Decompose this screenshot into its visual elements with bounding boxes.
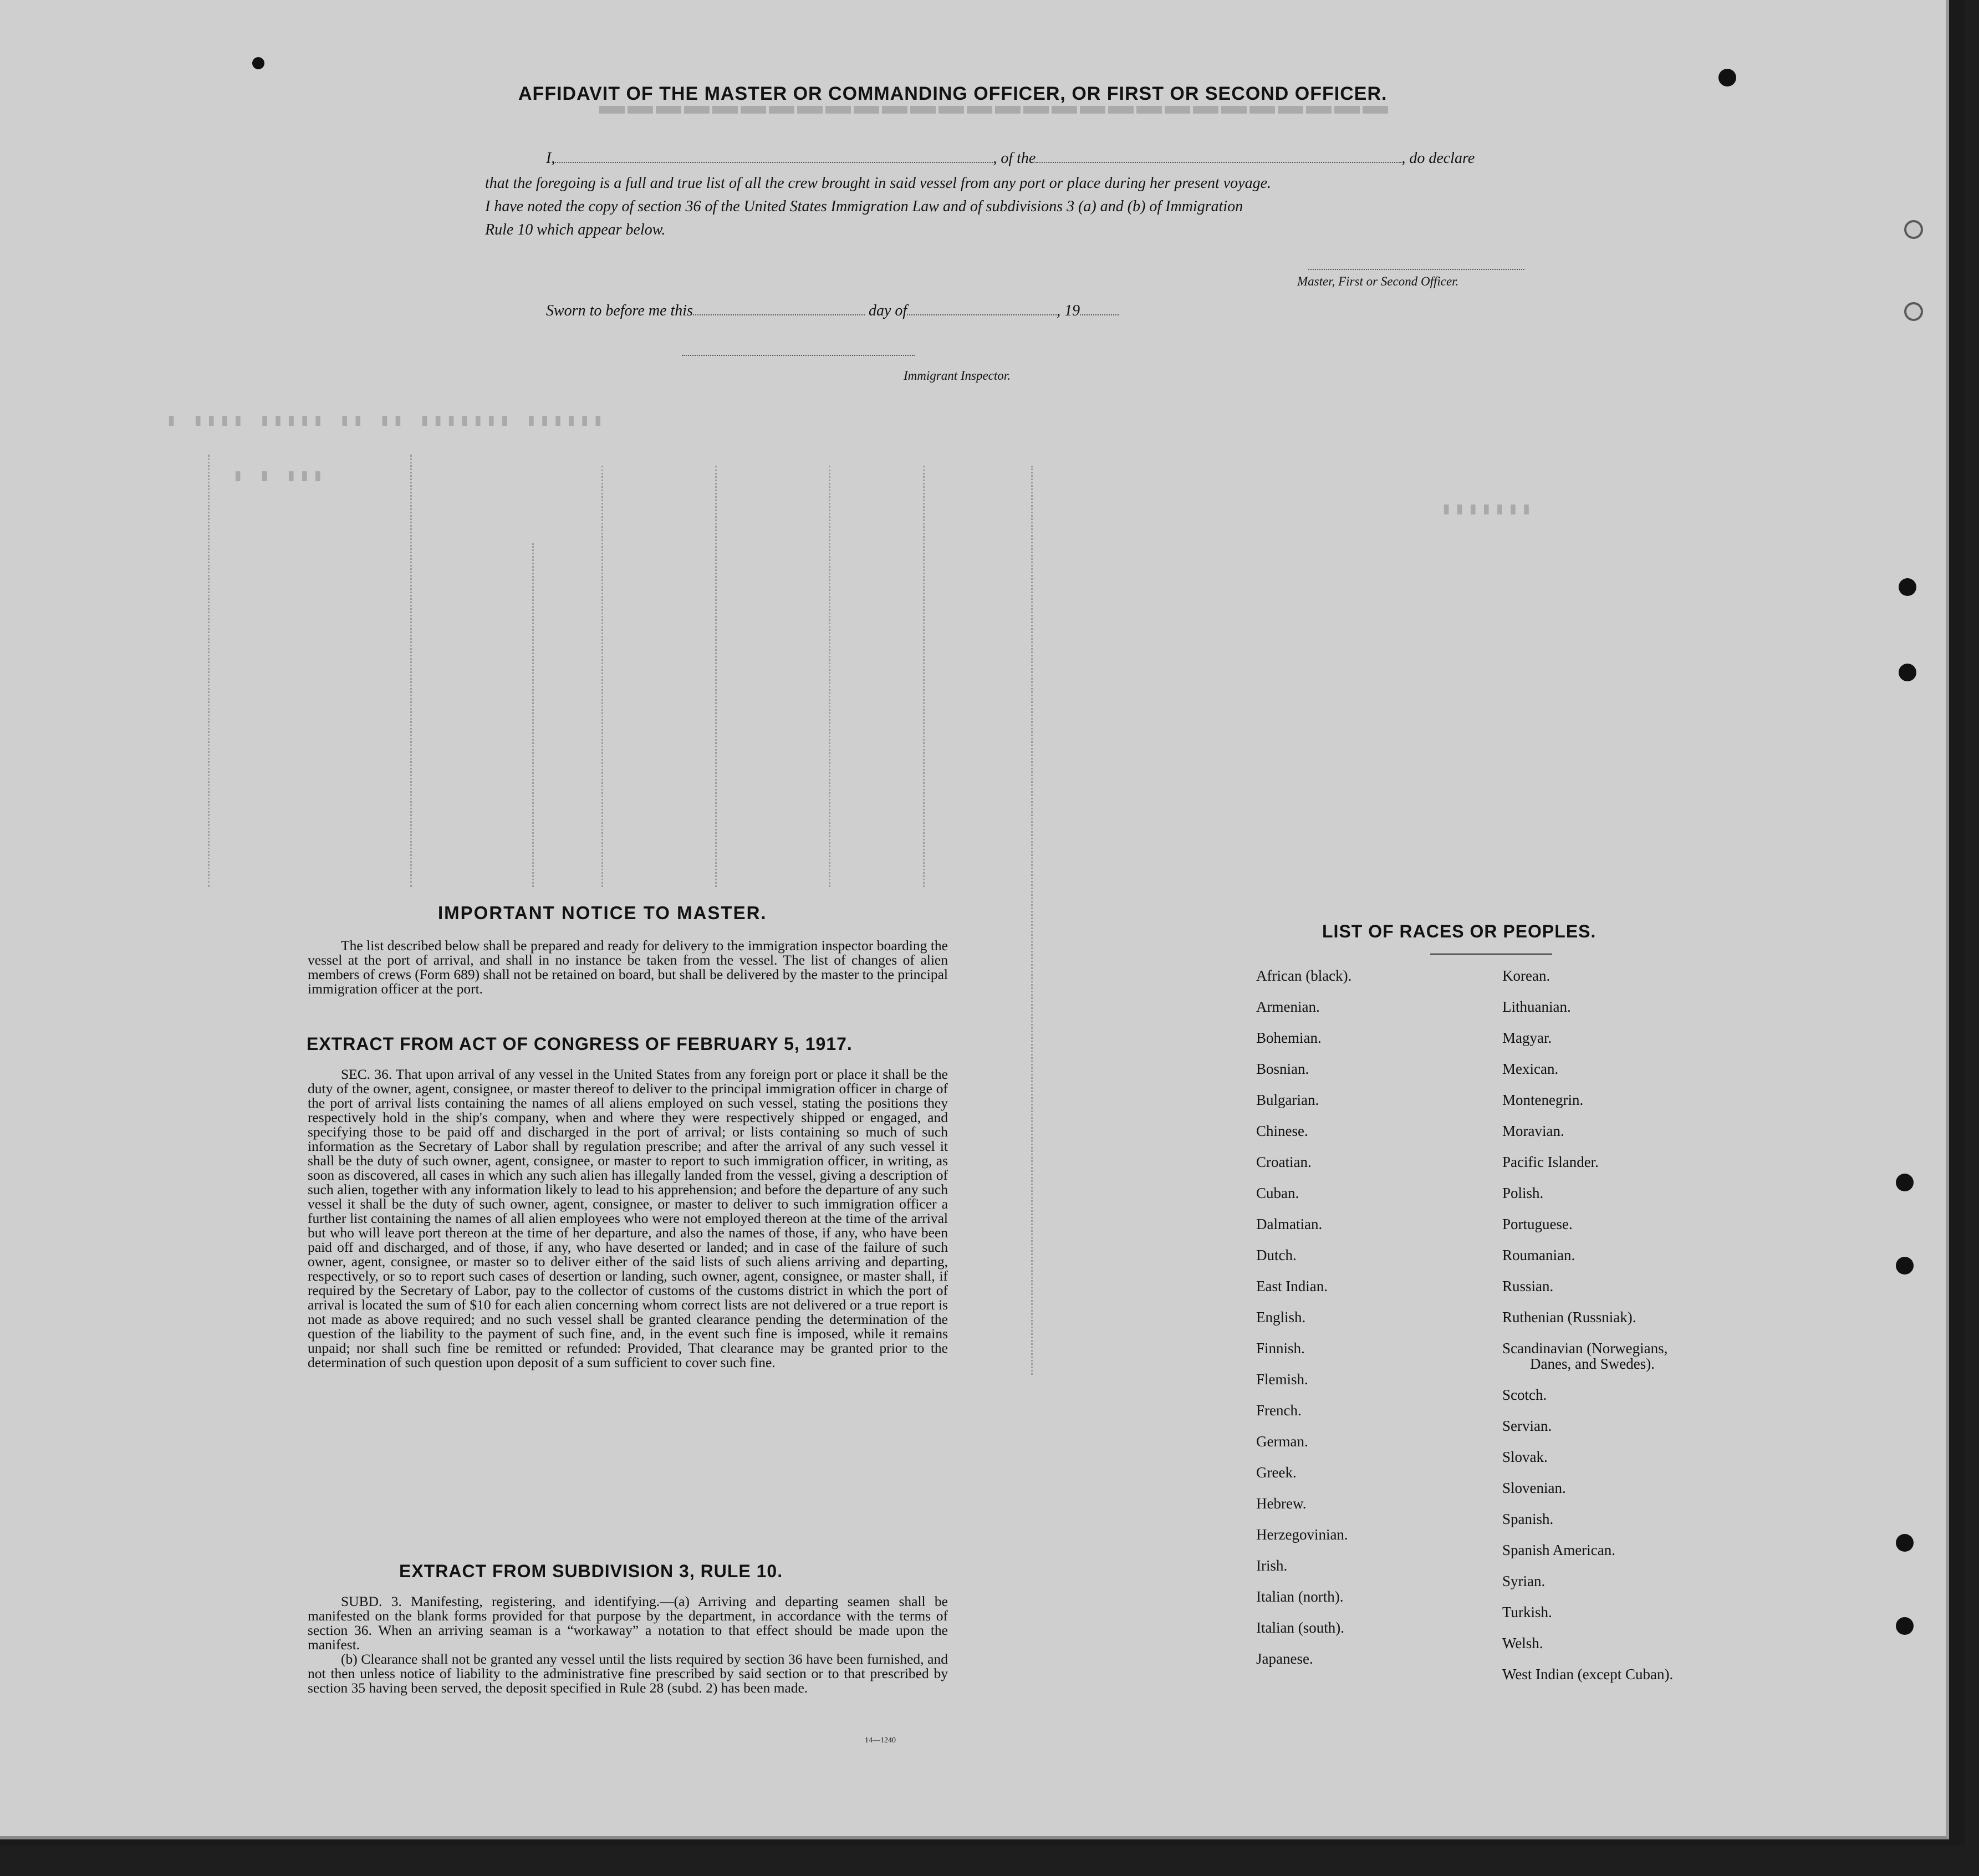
ghost-column-rule [601, 466, 603, 887]
race-item: West Indian (except Cuban). [1502, 1666, 1674, 1683]
bleed-through-col: ▮ ▮ ▮▮▮ [233, 467, 327, 486]
punch-hole [1718, 69, 1736, 86]
notice-paragraph: The list described below shall be prepared and ready for delivery to the immigration inspector boarding the vessel at the port of arrival, and shall in no instance be taken from the vessel. The list of changes of alien members of crews (Form 689) shall not be retained on board, but shall be delivered by the master to the principal immigration officer at the port. [308, 937, 948, 997]
master-signature-label: Master, First or Second Officer. [1297, 274, 1459, 288]
race-item: Moravian. [1502, 1123, 1564, 1139]
race-item: Scotch. [1502, 1386, 1547, 1403]
race-item: Italian (south). [1256, 1619, 1344, 1636]
ring-hole [1904, 302, 1923, 321]
races-right-column [1502, 967, 1673, 1697]
punch-hole [1896, 1617, 1914, 1635]
race-item: Cuban. [1256, 1185, 1299, 1201]
scan-edge-right [1965, 0, 1979, 1876]
race-item: Bosnian. [1256, 1061, 1309, 1077]
inspector-label: Immigrant Inspector. [904, 369, 1011, 383]
ghost-column-rule [829, 466, 830, 887]
race-item: East Indian. [1256, 1278, 1328, 1294]
race-item: Flemish. [1256, 1371, 1308, 1388]
race-item: Portuguese. [1502, 1216, 1573, 1232]
bleed-through-row: ▮ ▮▮▮▮ ▮▮▮▮▮ ▮▮ ▮▮ ▮▮▮▮▮▮▮ ▮▮▮▮▮▮ [166, 412, 606, 431]
race-item: Turkish. [1502, 1604, 1552, 1620]
race-item: Danes, and Swedes). [1530, 1355, 1655, 1372]
race-item: Magyar. [1502, 1029, 1552, 1046]
race-item: Mexican. [1502, 1061, 1559, 1077]
race-item: Syrian. [1502, 1573, 1546, 1589]
race-item: Scandinavian (Norwegians, [1502, 1340, 1668, 1357]
punch-hole [1899, 578, 1916, 596]
ghost-column-rule [923, 466, 925, 887]
race-item: Spanish. [1502, 1511, 1554, 1527]
affidavit-line-3: I have noted the copy of section 36 of the United States Immigration Law and of subdivisions 3 (a) and (b) of Immigration [485, 198, 1243, 215]
race-item: Dalmatian. [1256, 1216, 1323, 1232]
sworn-year-blank[interactable] [1080, 314, 1119, 315]
race-item: Servian. [1502, 1418, 1552, 1434]
race-item: Welsh. [1502, 1635, 1543, 1651]
race-item: Russian. [1502, 1278, 1554, 1294]
sworn-day-blank[interactable] [693, 314, 865, 315]
name-blank[interactable] [555, 162, 993, 163]
race-item: Irish. [1256, 1557, 1288, 1574]
affidavit-i-label: I, [546, 150, 555, 167]
affidavit-line-2: that the foregoing is a full and true list of all the crew brought in said vessel from any port or place during her present voyage. [485, 175, 1272, 192]
extract-rule-text [308, 1594, 948, 1695]
ghost-column-rule [410, 455, 412, 887]
bleed-through-title: ▬▬▬▬▬▬▬▬▬▬▬▬▬▬▬▬▬▬▬▬▬▬▬▬▬▬▬▬ [599, 100, 1391, 129]
affidavit-title: AFFIDAVIT OF THE MASTER OR COMMANDING OFFICER, OR FIRST OR SECOND OFFICER. [518, 83, 1388, 104]
notice-title: IMPORTANT NOTICE TO MASTER. [438, 903, 767, 923]
year-label: , 19 [1057, 302, 1080, 319]
race-item: Japanese. [1256, 1650, 1313, 1667]
races-title: LIST OF RACES OR PEOPLES. [1322, 921, 1597, 941]
race-item: Chinese. [1256, 1123, 1308, 1139]
ghost-column-rule [715, 466, 717, 887]
affidavit-of-the-label: , of the [993, 150, 1036, 167]
race-item: Bulgarian. [1256, 1092, 1319, 1108]
punch-hole [1896, 1257, 1914, 1275]
race-item: Hebrew. [1256, 1495, 1307, 1512]
race-item: Roumanian. [1502, 1247, 1575, 1263]
race-item: Bohemian. [1256, 1029, 1322, 1046]
ghost-column-rule [1031, 466, 1033, 1375]
race-item: English. [1256, 1309, 1306, 1326]
races-title-rule [1430, 954, 1552, 955]
sworn-month-blank[interactable] [907, 314, 1057, 315]
master-signature-blank[interactable] [1308, 269, 1524, 270]
race-item: Croatian. [1256, 1154, 1312, 1170]
day-of-label: day of [868, 302, 907, 319]
race-item: Finnish. [1256, 1340, 1305, 1357]
race-item: Montenegrin. [1502, 1092, 1584, 1108]
race-item: Armenian. [1256, 998, 1320, 1015]
scan-edge-bottom [0, 1845, 1979, 1876]
affidavit-line-4: Rule 10 which appear below. [485, 221, 666, 238]
race-item: Pacific Islander. [1502, 1154, 1599, 1170]
sworn-label: Sworn to before me this [546, 302, 693, 319]
race-item: Dutch. [1256, 1247, 1297, 1263]
bleed-through-names: ▮▮▮▮▮▮▮ [1441, 501, 1535, 519]
section-36-paragraph: SEC. 36. That upon arrival of any vessel in the United States from any foreign port or place it shall be the duty of the owner, agent, consignee, or master thereof to deliver to the principal immigration officer in charge of the port of arrival lists containing the names of all aliens employed on such vessel, stating the positions they respectively hold in the ship's company, when and where they were respectively shipped or engaged, and specifying those to be paid off and discharged in the port of arrival; or lists containing so much of such information as the Secretary of Labor shall by regulation prescribe; and after the arrival of any such vessel it shall be the duty of such owner, agent, consignee, or master to report to such immigration officer, in writing, as soon as discovered, all cases in which any such alien has illegally landed from the vessel, giving a description of such alien, together with any information likely to lead to his apprehension; and before the departure of any such vessel it shall be the duty of such owner, agent, consignee, or master to deliver to such immigration officer a further list containing the names of all alien employees who were not employed thereon at the time of the arrival but who will leave port thereon at the time of her departure, and also the names of those, if any, who have been paid off and discharged, and of those, if any, who have deserted or landed; and in case of the failure of such owner, agent, consignee, or master so to deliver either of the said lists of such aliens arriving and departing, respectively, or so to report such cases of desertion or landing, such owner, agent, consignee, or master shall, if required by the Secretary of Labor, pay to the collector of customs of the customs district in which the port of arrival is located the sum of $10 for each alien concerning whom correct lists are not delivered or a true report is not made as above required; and no such vessel shall be granted clearance pending the determination of the question of the liability to the payment of such fine, and, in the event such fine is imposed, while it remains unpaid; nor shall such fine be remitted or refunded: Provided, That clearance may be granted prior to the determination of such question upon deposit of a sum sufficient to cover such fine. [308, 1066, 948, 1370]
races-left-column [1256, 967, 1351, 1681]
punch-hole [1896, 1174, 1914, 1191]
race-item: Ruthenian (Russniak). [1502, 1309, 1636, 1326]
sworn-line [546, 302, 1119, 320]
form-number: 14—1240 [865, 1736, 896, 1745]
race-item: Slovak. [1502, 1449, 1548, 1465]
race-item: Spanish American. [1502, 1542, 1615, 1558]
affidavit-line-1 [546, 150, 1475, 167]
race-item: German. [1256, 1433, 1308, 1450]
extract-rule-title: EXTRACT FROM SUBDIVISION 3, RULE 10. [399, 1561, 783, 1581]
affidavit-declare-label: , do declare [1401, 150, 1475, 167]
subdivision-b-paragraph: (b) Clearance shall not be granted any vessel until the lists required by section 36 have been furnished, and not then unless notice of liability to the administrative fine prescribed by said section or to that prescribed by section 35 having been served, the deposit specified in Rule 28 (subd. 2) has been made. [308, 1651, 948, 1696]
subdivision-a-paragraph: SUBD. 3. Manifesting, registering, and identifying.—(a) Arriving and departing seamen shall be manifested on the blank forms provided for that purpose by the department, in accordance with the terms of section 36. When an arriving seaman is a “workaway” a notation to that effect should be made upon the manifest. [308, 1593, 948, 1653]
race-item: Greek. [1256, 1464, 1297, 1481]
notice-text [308, 939, 948, 996]
extract-act-title: EXTRACT FROM ACT OF CONGRESS OF FEBRUARY 5, 1917. [307, 1034, 853, 1054]
vessel-blank[interactable] [1036, 162, 1401, 163]
punch-hole [1896, 1534, 1914, 1552]
race-item: Korean. [1502, 967, 1550, 984]
extract-act-text [308, 1067, 948, 1370]
race-item: Lithuanian. [1502, 998, 1571, 1015]
race-item: French. [1256, 1402, 1302, 1419]
race-item: Polish. [1502, 1185, 1544, 1201]
race-item: Italian (north). [1256, 1588, 1344, 1605]
inspector-signature-blank[interactable] [682, 355, 915, 356]
race-item: African (black). [1256, 967, 1352, 984]
punch-hole [1899, 664, 1916, 681]
race-item: Herzegovinian. [1256, 1526, 1348, 1543]
ring-hole [1904, 220, 1923, 239]
race-item: Slovenian. [1502, 1480, 1566, 1496]
punch-hole [252, 57, 264, 69]
ghost-column-rule [532, 543, 534, 887]
ghost-column-rule [208, 455, 210, 887]
